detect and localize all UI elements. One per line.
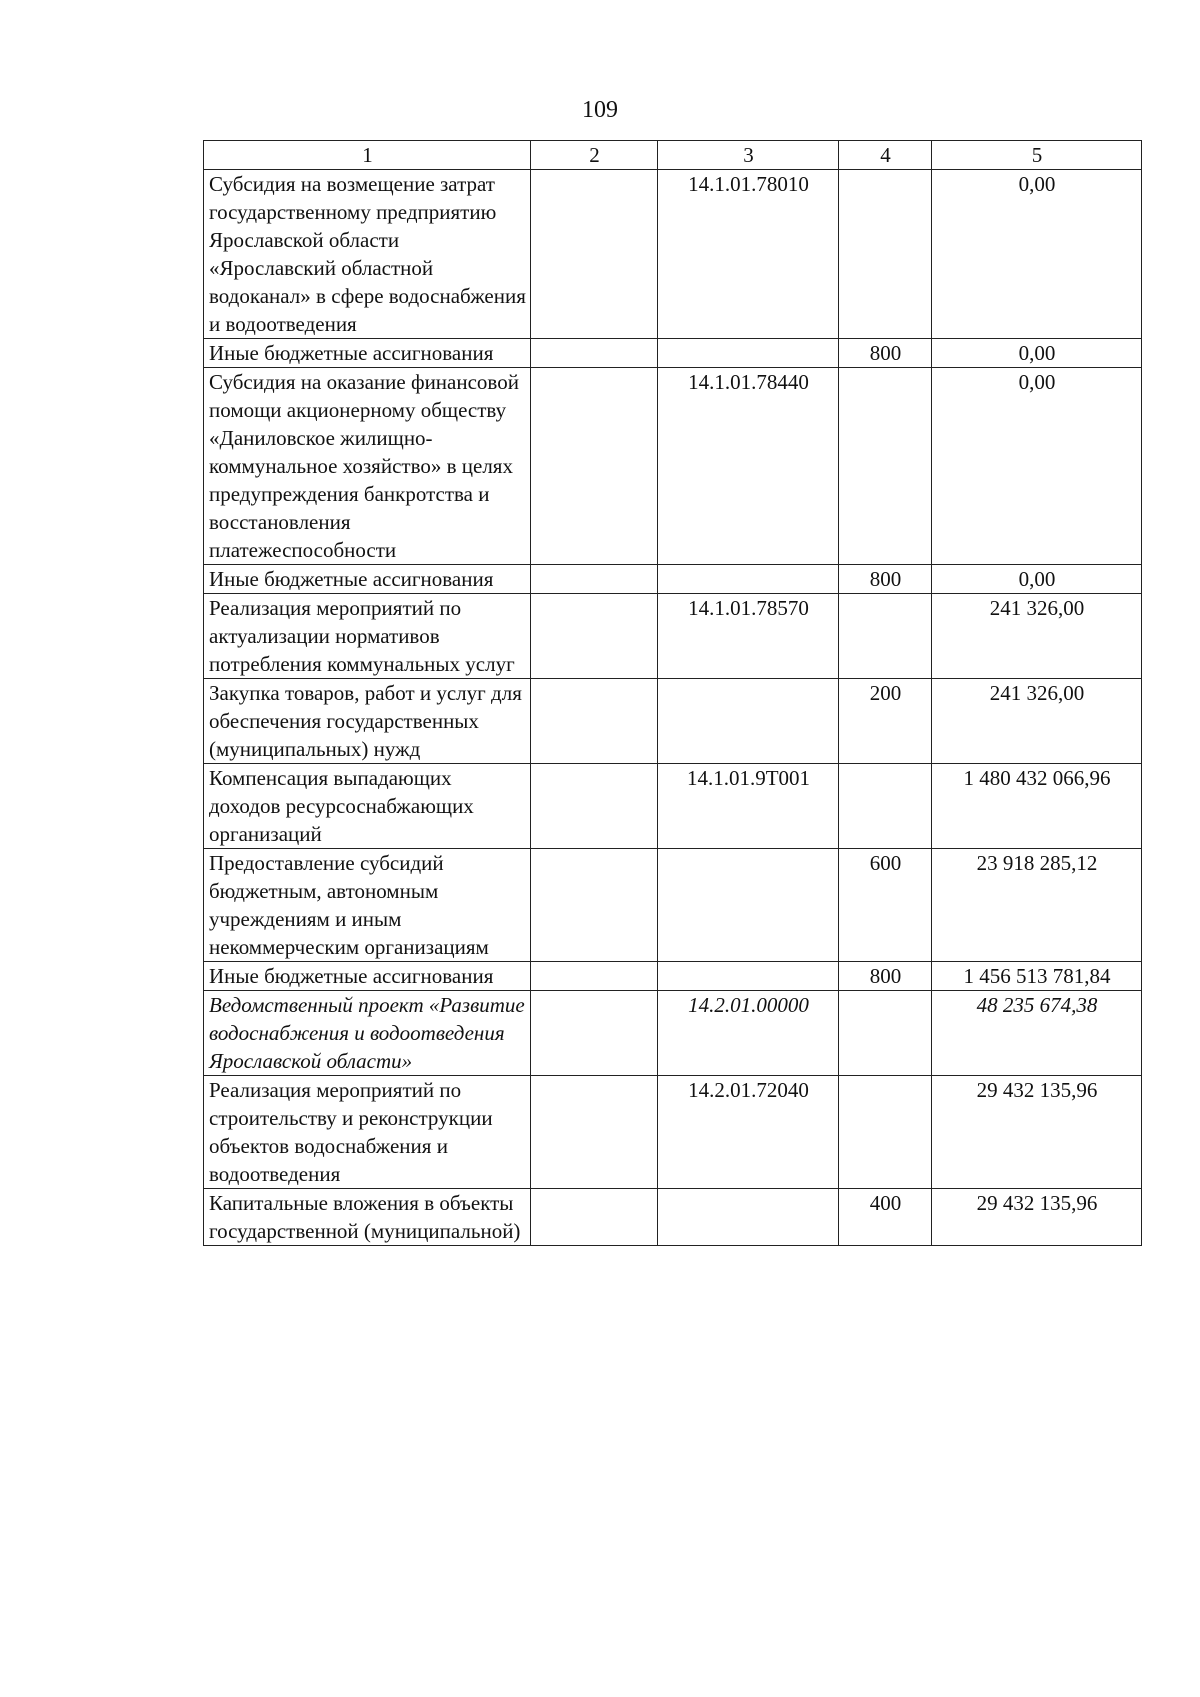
row-type: 800 <box>839 339 932 368</box>
budget-table <box>203 140 1142 1246</box>
row-name: Субсидия на возмещение затрат государственному предприятию Ярославской области «Ярославский областной водоканал» в сфере водоснабжения и водоотведения <box>204 170 531 339</box>
row-type: 400 <box>839 1189 932 1246</box>
row-name: Реализация мероприятий по строительству и реконструкции объектов водоснабжения и водоотведения <box>204 1076 531 1189</box>
row-name: Иные бюджетные ассигнования <box>204 565 531 594</box>
table-row <box>204 339 1142 368</box>
row-amount: 0,00 <box>932 339 1142 368</box>
row-code <box>658 679 839 764</box>
row-col2 <box>531 991 658 1076</box>
row-code: 14.1.01.9Т001 <box>658 764 839 849</box>
table-body <box>204 170 1142 1246</box>
row-code: 14.2.01.72040 <box>658 1076 839 1189</box>
row-col2 <box>531 679 658 764</box>
row-code: 14.1.01.78010 <box>658 170 839 339</box>
row-code <box>658 565 839 594</box>
row-name: Закупка товаров, работ и услуг для обеспечения государственных (муниципальных) нужд <box>204 679 531 764</box>
header-col-1: 1 <box>204 141 531 170</box>
row-name: Субсидия на оказание финансовой помощи акционерному обществу «Даниловское жилищно-коммунальное хозяйство» в целях предупреждения банкротства и восстановления платежеспособности <box>204 368 531 565</box>
row-amount: 0,00 <box>932 565 1142 594</box>
header-row <box>204 141 1142 170</box>
row-name: Реализация мероприятий по актуализации нормативов потребления коммунальных услуг <box>204 594 531 679</box>
row-name: Иные бюджетные ассигнования <box>204 339 531 368</box>
table-row <box>204 849 1142 962</box>
row-name: Капитальные вложения в объекты государственной (муниципальной) <box>204 1189 531 1246</box>
header-col-2: 2 <box>531 141 658 170</box>
row-type <box>839 991 932 1076</box>
row-amount: 29 432 135,96 <box>932 1076 1142 1189</box>
row-amount: 1 480 432 066,96 <box>932 764 1142 849</box>
row-code: 14.1.01.78440 <box>658 368 839 565</box>
row-type <box>839 368 932 565</box>
row-col2 <box>531 565 658 594</box>
row-amount: 0,00 <box>932 170 1142 339</box>
row-type <box>839 170 932 339</box>
row-col2 <box>531 170 658 339</box>
row-code: 14.1.01.78570 <box>658 594 839 679</box>
row-col2 <box>531 339 658 368</box>
row-col2 <box>531 368 658 565</box>
row-col2 <box>531 764 658 849</box>
table-row <box>204 170 1142 339</box>
row-code <box>658 849 839 962</box>
table-row <box>204 1076 1142 1189</box>
header-col-3: 3 <box>658 141 839 170</box>
table-header <box>204 141 1142 170</box>
row-amount: 1 456 513 781,84 <box>932 962 1142 991</box>
row-amount: 241 326,00 <box>932 594 1142 679</box>
row-name: Ведомственный проект «Развитие водоснабжения и водоотведения Ярославской области» <box>204 991 531 1076</box>
row-code <box>658 1189 839 1246</box>
table-row <box>204 679 1142 764</box>
row-code <box>658 339 839 368</box>
table-row <box>204 764 1142 849</box>
row-col2 <box>531 962 658 991</box>
row-type: 600 <box>839 849 932 962</box>
row-type <box>839 594 932 679</box>
table-row <box>204 962 1142 991</box>
header-col-4: 4 <box>839 141 932 170</box>
row-type <box>839 1076 932 1189</box>
row-type: 200 <box>839 679 932 764</box>
row-code <box>658 962 839 991</box>
row-col2 <box>531 849 658 962</box>
row-type: 800 <box>839 962 932 991</box>
row-name: Иные бюджетные ассигнования <box>204 962 531 991</box>
table-row <box>204 594 1142 679</box>
page-number: 109 <box>582 97 618 123</box>
row-code: 14.2.01.00000 <box>658 991 839 1076</box>
row-type: 800 <box>839 565 932 594</box>
header-col-5: 5 <box>932 141 1142 170</box>
row-type <box>839 764 932 849</box>
row-name: Предоставление субсидий бюджетным, автономным учреждениям и иным некоммерческим организациям <box>204 849 531 962</box>
table-row <box>204 368 1142 565</box>
table-row <box>204 1189 1142 1246</box>
row-name: Компенсация выпадающих доходов ресурсоснабжающих организаций <box>204 764 531 849</box>
row-amount: 0,00 <box>932 368 1142 565</box>
row-col2 <box>531 1189 658 1246</box>
row-amount: 29 432 135,96 <box>932 1189 1142 1246</box>
row-amount: 241 326,00 <box>932 679 1142 764</box>
row-amount: 23 918 285,12 <box>932 849 1142 962</box>
table-row <box>204 565 1142 594</box>
row-col2 <box>531 1076 658 1189</box>
table-row <box>204 991 1142 1076</box>
row-col2 <box>531 594 658 679</box>
row-amount: 48 235 674,38 <box>932 991 1142 1076</box>
